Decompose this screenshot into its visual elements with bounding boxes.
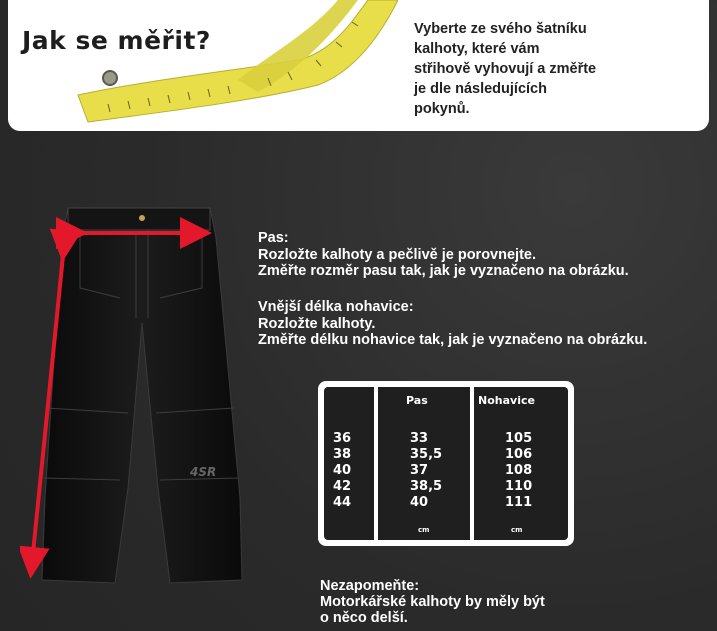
intro-text xyxy=(414,19,654,119)
intro-line: střihově vyhovují a změřte xyxy=(414,61,597,77)
pants-logo: 4SR xyxy=(190,465,217,479)
waist-column-header: Pas xyxy=(406,394,428,407)
waist-heading: Pas: xyxy=(258,230,289,246)
note-line: Motorkářské kalhoty by měly být xyxy=(320,594,545,610)
length-value: 108 xyxy=(505,463,533,478)
waist-value: 40 xyxy=(410,495,429,510)
intro-line: je dle následujících xyxy=(414,81,547,97)
size-value: 40 xyxy=(333,463,352,478)
length-column xyxy=(474,387,568,540)
length-value: 110 xyxy=(505,479,533,494)
length-value: 111 xyxy=(505,495,533,510)
intro-line: pokynů. xyxy=(414,101,470,117)
note-heading: Nezapomeňte: xyxy=(320,578,420,594)
waist-value: 37 xyxy=(410,463,429,478)
intro-line: kalhoty, které vám xyxy=(414,41,540,57)
waist-value: 38,5 xyxy=(410,479,443,494)
header-panel xyxy=(8,0,709,131)
waist-unit: cm xyxy=(418,526,430,534)
pants-illustration xyxy=(20,198,260,593)
size-table xyxy=(318,381,574,546)
waist-column xyxy=(378,387,470,540)
note-line: o něco delší. xyxy=(320,610,408,626)
page-title: Jak se měřit? xyxy=(22,26,211,55)
waist-instructions xyxy=(258,230,629,280)
intro-line: Vyberte ze svého šatníku xyxy=(414,21,587,37)
length-column-header: Nohavice xyxy=(478,394,535,407)
length-value: 105 xyxy=(505,431,533,446)
size-column xyxy=(324,387,374,540)
waist-value: 33 xyxy=(410,431,429,446)
length-instructions xyxy=(258,299,647,349)
length-line: Změřte délku nohavice tak, jak je vyznačeno na obrázku. xyxy=(258,332,648,348)
size-value: 36 xyxy=(333,431,352,446)
length-unit: cm xyxy=(511,526,523,534)
waist-value: 35,5 xyxy=(410,447,443,462)
size-value: 44 xyxy=(333,495,352,510)
note-block xyxy=(320,578,545,626)
size-value: 42 xyxy=(333,479,352,494)
length-heading: Vnější délka nohavice: xyxy=(258,299,414,315)
measuring-tape-icon xyxy=(68,0,398,131)
size-value: 38 xyxy=(333,447,352,462)
length-value: 106 xyxy=(505,447,533,462)
waist-line: Rozložte kalhoty a pečlivě je porovnejte. xyxy=(258,246,536,263)
waist-line: Změřte rozměr pasu tak, jak je vyznačeno na obrázku. xyxy=(258,263,629,279)
length-line: Rozložte kalhoty. xyxy=(258,315,376,332)
